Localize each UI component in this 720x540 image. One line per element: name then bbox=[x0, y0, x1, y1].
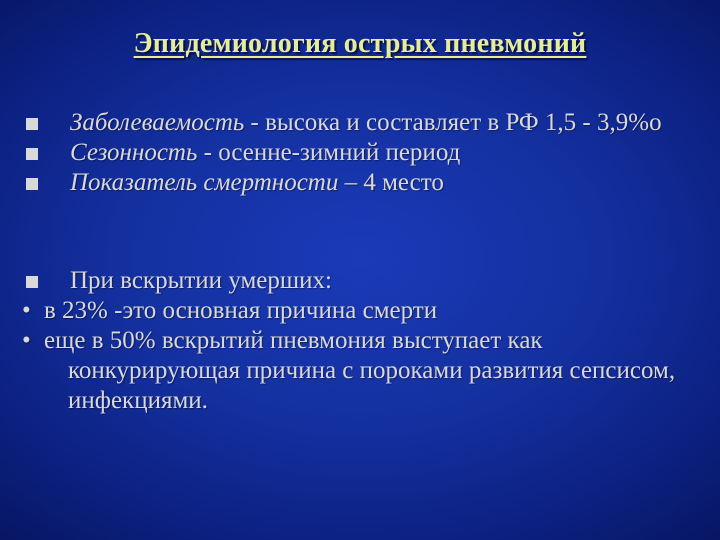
autopsy-heading: При вскрытии умерших: bbox=[70, 267, 332, 294]
square-bullet-icon bbox=[26, 178, 38, 190]
bullet-text: - осенне-зимний период bbox=[197, 139, 461, 166]
autopsy-point bbox=[22, 326, 702, 416]
autopsy-point bbox=[22, 296, 702, 326]
epidemiology-bullet-list bbox=[22, 108, 702, 198]
dot-bullet-icon: • bbox=[22, 297, 31, 324]
bullet-term: Показатель смертности bbox=[70, 169, 339, 196]
autopsy-section bbox=[22, 266, 702, 416]
square-bullet-icon bbox=[26, 148, 38, 160]
bullet-text: – 4 место bbox=[338, 169, 444, 196]
autopsy-heading-item bbox=[22, 266, 702, 296]
bullet-item-seasonality bbox=[22, 138, 702, 168]
bullet-term: Заболеваемость bbox=[70, 109, 245, 136]
bullet-text: - высока и составляет в РФ 1,5 - 3,9%о bbox=[244, 109, 662, 136]
autopsy-point-text: в 23% -это основная причина смерти bbox=[44, 297, 438, 324]
autopsy-point-text: еще в 50% вскрытий пневмония выступает как конкурирующая причина с пороками развития сепсисом, инфекциями. bbox=[44, 327, 676, 414]
square-bullet-icon bbox=[26, 276, 38, 288]
square-bullet-icon bbox=[26, 118, 38, 130]
bullet-term: Сезонность bbox=[70, 139, 198, 166]
slide-title: Эпидемиология острых пневмоний bbox=[133, 28, 587, 59]
bullet-item-incidence bbox=[22, 108, 702, 138]
dot-bullet-icon: • bbox=[22, 327, 31, 354]
bullet-item-mortality bbox=[22, 168, 702, 198]
